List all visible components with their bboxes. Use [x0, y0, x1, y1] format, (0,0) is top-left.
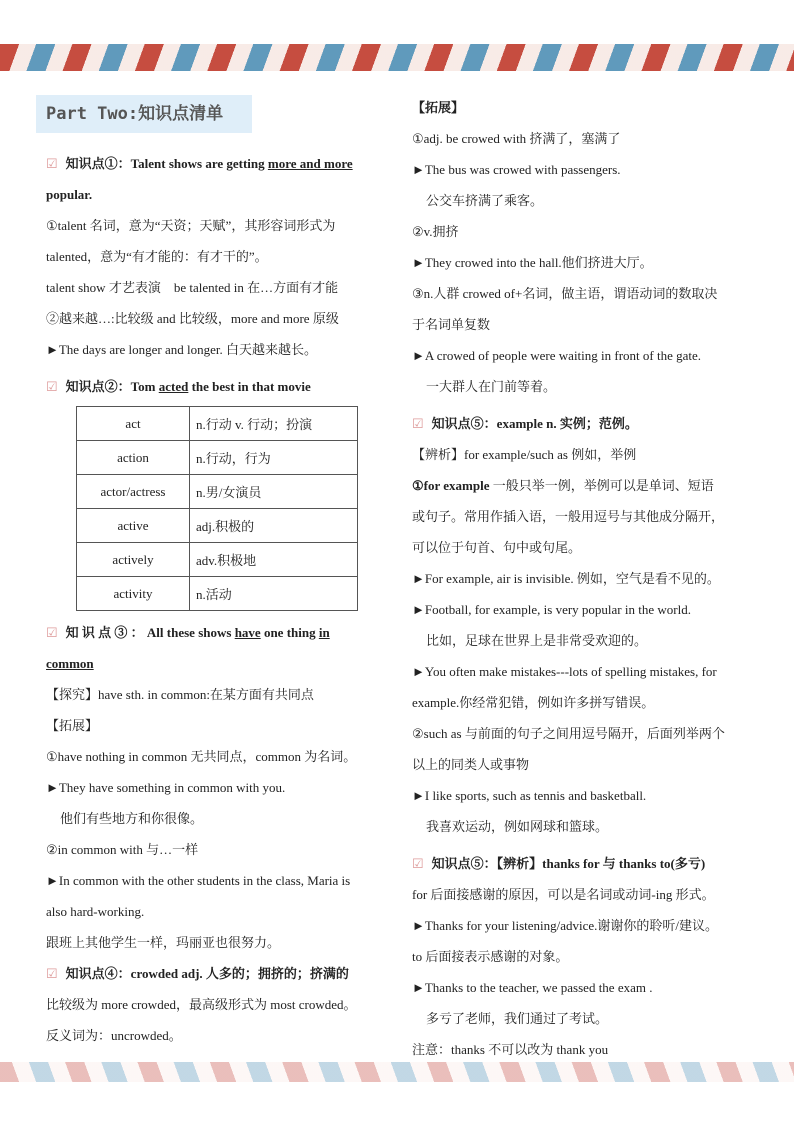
example-line: ►In common with the other students in the class, Maria is [46, 873, 351, 888]
point-3-heading: ☑ 知 识 点 ③ ： All these shows have one thing in [46, 625, 330, 640]
point-5-heading: ☑ 知识点⑤：example n. 实例；范例。 [412, 416, 638, 431]
example-line: ►Thanks for your listening/advice.谢谢你的聆听/建议。 [412, 918, 719, 933]
text-line: ①talent 名词，意为“天资；天赋”，其形容词形式为 [46, 218, 336, 233]
table-row: active adj.积极的 [77, 509, 358, 543]
table-row: actively adv.积极地 [77, 543, 358, 577]
text-line: to 后面接表示感谢的对象。 [412, 949, 569, 964]
translation-line: 我喜欢运动，例如网球和篮球。 [426, 819, 609, 834]
text-line: 【拓展】 [412, 100, 465, 115]
text-line: ②in common with 与…一样 [46, 842, 199, 857]
text-line: ②越来越…:比较级 and 比较级，more and more 原级 [46, 311, 339, 326]
example-line: also hard-working. [46, 904, 145, 919]
point-3-heading-cont: common [46, 656, 94, 671]
checkbox-icon: ☑ [46, 625, 58, 640]
left-column [46, 148, 378, 1051]
example-line: ►The days are longer and longer. 白天越来越长。 [46, 342, 318, 357]
text-line: ②v.拥挤 [412, 224, 459, 239]
table-row: action n.行动，行为 [77, 441, 358, 475]
text-line: ①have nothing in common 无共同点，common 为名词。 [46, 749, 357, 764]
example-line: ►I like sports, such as tennis and basketball. [412, 788, 647, 803]
text-line: talented，意为“有才能的：有才干的”。 [46, 249, 268, 264]
text-line: ①adj. be crowed with 挤满了，塞满了 [412, 131, 621, 146]
bottom-decorative-stripe [0, 1062, 794, 1082]
translation-line: 公交车挤满了乘客。 [426, 193, 544, 208]
section-title: Part Two:知识点清单 [36, 95, 252, 133]
text-line: 以上的同类人或事物 [412, 757, 530, 772]
text-line: 一般只举一例，举例可以是单词、短语 [489, 478, 714, 493]
example-line: ►A crowed of people were waiting in front of the gate. [412, 348, 702, 363]
text-line: for 后面接感谢的原因，可以是名词或动词-ing 形式。 [412, 887, 715, 902]
top-decorative-stripe [0, 44, 794, 71]
example-line: example.你经常犯错，例如许多拼写错误。 [412, 695, 655, 710]
text-line: 或句子。常用作插入语，一般用逗号与其他成分隔开， [412, 509, 725, 524]
translation-line: 多亏了老师，我们通过了考试。 [426, 1011, 609, 1026]
example-line: ►They crowed into the hall.他们挤进大厅。 [412, 255, 653, 270]
checkbox-icon: ☑ [46, 156, 58, 171]
text-line: 【拓展】 [46, 718, 99, 733]
point-2-heading: ☑ 知识点②：Tom acted the best in that movie [46, 379, 311, 394]
translation-line: 比如，足球在世界上是非常受欢迎的。 [426, 633, 648, 648]
text-line: 比较级为 more crowded，最高级形式为 most crowded。 [46, 997, 357, 1012]
text-line: 可以位于句首、句中或句尾。 [412, 540, 582, 555]
word-family-table [76, 406, 358, 611]
example-line: ►The bus was crowed with passengers. [412, 162, 621, 177]
point-4-heading: ☑ 知识点④：crowded adj. 人多的；拥挤的；挤满的 [46, 966, 349, 981]
text-line: ②such as 与前面的句子之间用逗号隔开，后面列举两个 [412, 726, 725, 741]
table-row: activity n.活动 [77, 577, 358, 611]
example-line: ►You often make mistakes---lots of spelling mistakes, for [412, 664, 717, 679]
checkbox-icon: ☑ [46, 379, 58, 394]
bold-term: ①for example [412, 478, 490, 493]
text-line: 于名词单复数 [412, 317, 491, 332]
point-6-heading: ☑ 知识点⑤：【辨析】thanks for 与 thanks to(多亏) [412, 856, 706, 871]
text-line: talent show 才艺表演 be talented in 在…方面有才能 [46, 280, 339, 295]
text-line: 【探究】have sth. in common:在某方面有共同点 [46, 687, 314, 702]
example-line: ►Football, for example, is very popular in the world. [412, 602, 691, 617]
text-line: ③n.人群 crowed of+名词，做主语，谓语动词的数取决 [412, 286, 718, 301]
right-column [412, 92, 752, 1065]
translation-line: 他们有些地方和你很像。 [60, 811, 204, 826]
translation-line: 一大群人在门前等着。 [426, 379, 557, 394]
example-line: ►They have something in common with you. [46, 780, 286, 795]
example-line: ►For example, air is invisible. 例如，空气是看不见的。 [412, 571, 720, 586]
translation-line: 跟班上其他学生一样，玛丽亚也很努力。 [46, 935, 281, 950]
example-line: ►Thanks to the teacher, we passed the exam . [412, 980, 653, 995]
point-1-heading: ☑ 知识点①：Talent shows are getting more and more [46, 156, 353, 171]
text-line: 反义词为：uncrowded。 [46, 1028, 182, 1043]
checkbox-icon: ☑ [412, 856, 424, 871]
text-line: 【辨析】for example/such as 例如，举例 [412, 447, 637, 462]
checkbox-icon: ☑ [412, 416, 424, 431]
checkbox-icon: ☑ [46, 966, 58, 981]
point-1-heading-cont: popular. [46, 187, 93, 202]
table-row: actor/actress n.男/女演员 [77, 475, 358, 509]
note-line: 注意：thanks 不可以改为 thank you [412, 1042, 609, 1057]
table-row: act n.行动 v. 行动；扮演 [77, 407, 358, 441]
